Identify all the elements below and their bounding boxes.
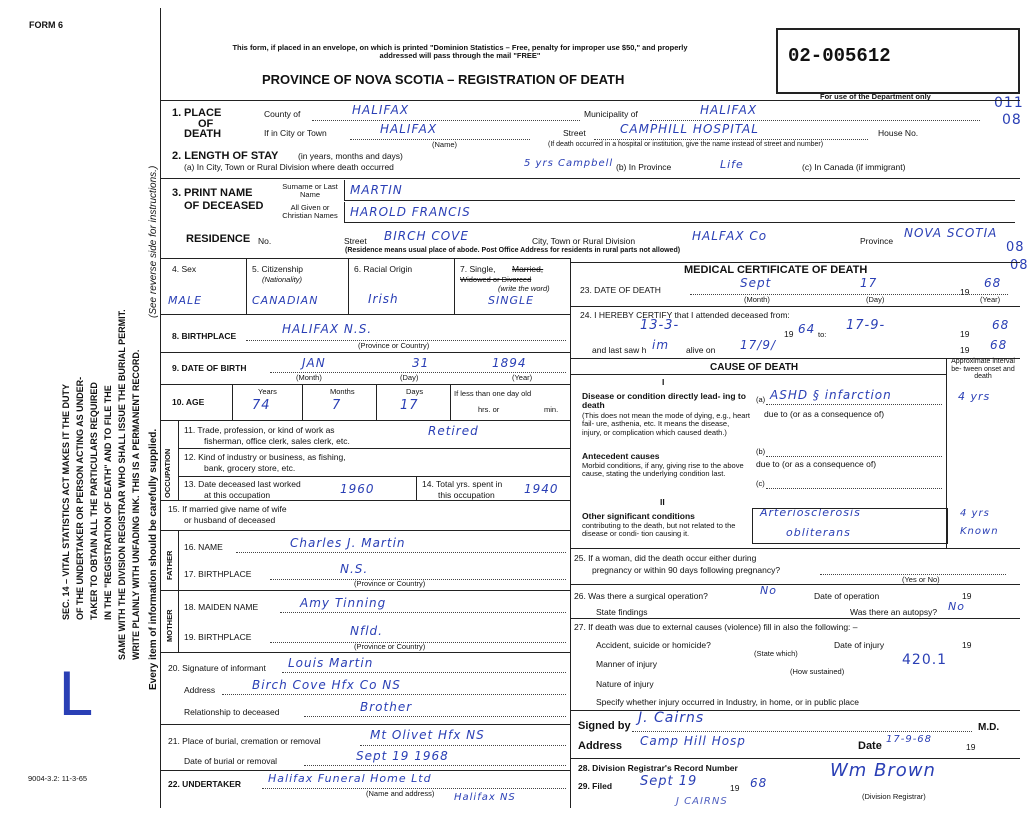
- dob-day-label: (Day): [400, 373, 419, 382]
- alive-value: 17/9/: [740, 338, 776, 352]
- undertaker-value-2: Halifax NS: [454, 792, 516, 803]
- from-yr: 64: [798, 322, 816, 336]
- lastsaw-label: and last saw h: [592, 345, 647, 355]
- rule-left-21: [160, 724, 570, 725]
- other-value-2: obliterans: [786, 526, 851, 539]
- rule-occ-13: [178, 476, 570, 477]
- other-interval: 4 yrs: [960, 508, 990, 519]
- manner-label: Manner of injury: [596, 659, 657, 669]
- occ-l11b: fisherman, office clerk, sales clerk, etc.: [204, 436, 350, 446]
- mother-maiden-value: Amy Tinning: [300, 596, 387, 610]
- address-label: Address: [578, 740, 623, 752]
- rule-left-22: [160, 770, 570, 771]
- md-label: M.D.: [978, 722, 1000, 733]
- other-value: Arteriosclerosis: [760, 506, 861, 519]
- op-date: Date of operation: [814, 591, 880, 601]
- place-label: PLACE: [184, 107, 222, 119]
- house-label: House No.: [878, 128, 919, 138]
- d23-month: Sept: [740, 276, 772, 290]
- accident-label: Accident, suicide or homicide?: [596, 640, 711, 650]
- dob-month: JAN: [302, 356, 326, 370]
- residence-city-value: HALFAX Co: [692, 229, 768, 243]
- hospital-note: (If death occurred in a hospital or institution, give the name instead of street and number): [548, 141, 824, 148]
- stay-a-label: (a) In City, Town or Rural Division where death occurred: [184, 162, 394, 172]
- sex-value: MALE: [168, 294, 203, 307]
- residence-city-label: City, Town or Rural Division: [532, 236, 636, 246]
- rule-left-8: [160, 314, 570, 315]
- yesno: (Yes or No): [902, 575, 940, 584]
- occ-l12: 12. Kind of industry or business, as fishing,: [184, 452, 346, 462]
- single-label: 7. Single,: [460, 264, 496, 274]
- mother-pc: (Province or Country): [354, 642, 426, 651]
- alive-19: 19: [960, 345, 970, 355]
- other-note: contributing to the death, but not related to the disease or condi- tion causing it.: [582, 521, 736, 539]
- occ-l15b: or husband of deceased: [184, 515, 276, 525]
- cit-sub: (Nationality): [262, 275, 303, 284]
- dept-code-3: 08: [1006, 240, 1025, 255]
- filed-value: Sept 19: [640, 774, 698, 789]
- birthplace-value: HALIFAX N.S.: [282, 322, 373, 336]
- occ-l13: 13. Date deceased last worked: [184, 479, 301, 489]
- surname-value: MARTIN: [350, 183, 403, 197]
- mail-notice: This form, if placed in an envelope, on which is printed "Dominion Statistics – Free, penalty for improper use $50," and properly addressed will pass through the mail "FREE": [232, 43, 688, 61]
- name-label: PRINT NAME: [184, 187, 253, 199]
- filed-yr: 68: [750, 776, 768, 790]
- age-months: 7: [332, 398, 342, 413]
- cit-value: CANADIAN: [252, 294, 319, 307]
- father-pc: (Province or Country): [354, 579, 426, 588]
- cause-c-line: [766, 488, 942, 489]
- mother-bp-label: 19. BIRTHPLACE: [184, 632, 252, 642]
- form-code: 9004-3.2: 11-3-65: [28, 774, 88, 783]
- col-divider: [570, 258, 571, 808]
- op-date-19: 19: [962, 591, 972, 601]
- l23: 23. DATE OF DEATH: [580, 285, 661, 295]
- registrar-label: (Division Registrar): [862, 792, 926, 801]
- rule-right-27: [570, 618, 1020, 619]
- informant-rel-label: Relationship to deceased: [184, 707, 280, 717]
- age-days-label: Days: [406, 387, 424, 396]
- age-years-label: Years: [258, 387, 277, 396]
- due-to-1: due to (or as a consequence of): [764, 409, 885, 419]
- sidebar-line-2: OF THE UNDERTAKER OR PERSON ACTING AS UNDER-: [75, 376, 85, 620]
- cit-label: 5. Citizenship: [252, 264, 304, 274]
- roman-1: I: [662, 377, 665, 387]
- v26: No: [760, 584, 777, 597]
- rule-left-18: [160, 590, 570, 591]
- age-years: 74: [252, 398, 271, 413]
- div-race: [454, 258, 455, 314]
- mother-side: MOTHER: [165, 609, 174, 642]
- father-name-value: Charles J. Martin: [290, 536, 406, 550]
- rule-right-28: [570, 758, 1020, 759]
- stay-b-label: (b) In Province: [616, 162, 672, 172]
- ante-label: Antecedent causes: [582, 451, 660, 461]
- undertaker-sub: (Name and address): [366, 789, 435, 798]
- d23-year-label: (Year): [980, 295, 1001, 304]
- birthplace-pc: (Province or Country): [358, 341, 430, 350]
- residence-label: RESIDENCE: [186, 233, 251, 245]
- occ-side-line: [178, 420, 179, 500]
- div-occ-14: [416, 476, 417, 500]
- sidebar-line-5: SAME WITH THE DIVISION REGISTRAR WHO SHALL ISSUE THE BURIAL PERMIT.: [117, 309, 127, 660]
- reg-number: 02-005612: [788, 45, 891, 67]
- married-label: Married,: [512, 264, 544, 274]
- street-line: [594, 139, 868, 140]
- alive-label: alive on: [686, 345, 716, 355]
- age-label: 10. AGE: [172, 397, 205, 407]
- residence-note: (Residence means usual place of abode. Post Office Address for residents in rural parts not allowed): [345, 247, 681, 254]
- residence-no: No.: [258, 236, 272, 246]
- county-label: County of: [264, 109, 301, 119]
- dob-label: 9. DATE OF BIRTH: [172, 363, 247, 373]
- disease-label: Disease or condition directly lead- ing to death: [582, 391, 746, 411]
- county-value: HALIFAX: [352, 103, 410, 117]
- inj-date-19: 19: [962, 640, 972, 650]
- rule-left-20: [160, 652, 570, 653]
- rule-left-4: [160, 258, 570, 259]
- rule-top: [160, 100, 1020, 101]
- div-cit: [348, 258, 349, 314]
- place-label-2: OF: [198, 118, 214, 130]
- rule-left-15: [160, 500, 570, 501]
- l24: 24. I HEREBY CERTIFY that I attended deceased from:: [580, 310, 790, 320]
- single-value: SINGLE: [488, 294, 535, 307]
- burial-date-line: [304, 765, 566, 766]
- l27: 27. If death was due to external causes (violence) fill in also the following: –: [574, 622, 858, 632]
- mother-side-line: [178, 590, 179, 652]
- cause-a: (a): [756, 395, 766, 404]
- name-label-2: OF DECEASED: [184, 200, 264, 212]
- given-label: All Given or Christian Names: [282, 203, 338, 221]
- div-age-4: [450, 384, 451, 420]
- residence-street-value: BIRCH COVE: [384, 229, 469, 243]
- informant-sig-line: [282, 672, 566, 673]
- street-value: CAMPHILL HOSPITAL: [620, 122, 759, 136]
- stay-c-label: (c) In Canada (if immigrant): [802, 162, 906, 172]
- div-age-2: [302, 384, 303, 420]
- municipality-value: HALIFAX: [700, 103, 758, 117]
- to-label: to:: [818, 330, 827, 339]
- place-num: 1.: [172, 107, 182, 119]
- sidebar-line-1: SEC. 14 – VITAL STATISTICS ACT MAKES IT THE DUTY: [61, 383, 71, 620]
- page-title: PROVINCE OF NOVA SCOTIA – REGISTRATION OF DEATH: [262, 72, 625, 87]
- father-name-label: 16. NAME: [184, 542, 223, 552]
- cause-a-value: ASHD § infarction: [770, 388, 892, 402]
- occ-l11: 11. Trade, profession, or kind of work as: [184, 425, 335, 435]
- race-value: Irish: [368, 292, 399, 306]
- sidebar-line-8: (See reverse side for instructions.): [148, 165, 159, 318]
- age-less-label: If less than one day old: [454, 389, 532, 398]
- write-word: (write the word): [498, 284, 550, 293]
- informant-addr-label: Address: [184, 685, 216, 695]
- stay-label: 2. LENGTH OF STAY: [172, 150, 279, 162]
- autopsy-label: Was there an autopsy?: [850, 607, 938, 617]
- occ-v11: Retired: [428, 424, 479, 438]
- informant-sig-label: 20. Signature of informant: [168, 663, 266, 673]
- father-bp-value: N.S.: [340, 562, 369, 576]
- address-value: Camp Hill Hosp: [640, 734, 746, 748]
- autopsy-value: No: [948, 600, 965, 613]
- mother-maiden-line: [280, 612, 566, 613]
- sidebar-line-6: WRITE PLAINLY WITH UNFADING INK. THIS IS A PERMANENT RECORD.: [131, 349, 141, 660]
- approx-interval: Approximate interval be- tween onset and death: [951, 358, 1015, 381]
- rule-occ-12: [178, 448, 570, 449]
- cause-b: (b): [756, 447, 766, 456]
- informant-sig-value: Louis Martin: [288, 656, 374, 670]
- cause-a-line: [766, 404, 942, 405]
- cause-a-interval: 4 yrs: [958, 390, 991, 403]
- father-name-line: [236, 552, 566, 553]
- l26: 26. Was there a surgical operation?: [574, 591, 708, 601]
- sustained: (How sustained): [790, 667, 845, 676]
- l25: 25. If a woman, did the death occur either during: [574, 553, 757, 563]
- rule-cause-head: [570, 374, 946, 375]
- other-box: [752, 508, 948, 544]
- nature-label: Nature of injury: [596, 679, 654, 689]
- inj-date: Date of injury: [834, 640, 885, 650]
- burial-place-label: 21. Place of burial, cremation or removal: [168, 736, 321, 746]
- to-yr: 68: [992, 318, 1010, 332]
- occ-l14: 14. Total yrs. spent in: [422, 479, 503, 489]
- date-19: 19: [966, 742, 976, 752]
- municipality-label: Municipality of: [584, 109, 638, 119]
- municipality-line: [650, 120, 980, 121]
- d23-line: [690, 294, 1008, 295]
- informant-addr-line: [222, 694, 566, 695]
- cause-title: CAUSE OF DEATH: [710, 362, 799, 373]
- city-label: If in City or Town: [264, 128, 327, 138]
- ante-note: Morbid conditions, if any, giving rise to the above cause, stating the underlying condition last.: [582, 461, 744, 479]
- sidebar-line-7: Every item of information should be carefully supplied.: [148, 428, 159, 690]
- dob-year: 1894: [492, 356, 527, 370]
- dept-code-1: 011: [994, 95, 1024, 111]
- dob-month-label: (Month): [296, 373, 322, 382]
- to-19: 19: [960, 329, 970, 339]
- residence-province-label: Province: [860, 236, 894, 246]
- rule-right-25: [570, 548, 1020, 549]
- rule-left-9: [160, 352, 570, 353]
- div-age-1: [232, 384, 233, 420]
- occ-l15: 15. If married give name of wife: [168, 504, 287, 514]
- jcairns-stamp: J CAIRNS: [676, 796, 728, 807]
- code-value: 420.1: [902, 652, 948, 668]
- from-19: 19: [784, 329, 794, 339]
- registrar-value: Wm Brown: [830, 760, 936, 781]
- residence-province-value: NOVA SCOTIA: [904, 226, 998, 240]
- sidebar-line-4: IN THE "REGISTRATION OF DEATH" AND TO FILE THE: [103, 385, 113, 620]
- state-which: (State which): [754, 649, 798, 658]
- race-label: 6. Racial Origin: [354, 264, 413, 274]
- dob-day: 31: [412, 356, 430, 370]
- other-interval-2: Known: [960, 526, 999, 537]
- signed-label: Signed by: [578, 720, 631, 732]
- rule-right-23: [570, 262, 1020, 263]
- d23-day-label: (Day): [866, 295, 885, 304]
- roman-2: II: [660, 497, 665, 507]
- cause-b-line: [766, 456, 942, 457]
- rule-left-16: [160, 530, 570, 531]
- occupation-side: OCCUPATION: [163, 448, 172, 498]
- dept-use-label: For use of the Department only: [820, 92, 931, 101]
- stay-a-value: 5 yrs Campbell: [524, 158, 614, 169]
- d23-month-label: (Month): [744, 295, 770, 304]
- burial-date-label: Date of burial or removal: [184, 756, 278, 766]
- burial-place-value: Mt Olivet Hfx NS: [370, 728, 485, 742]
- industry-label: Specify whether injury occurred in Industry, in home, or in public place: [596, 697, 859, 707]
- burial-place-line: [360, 745, 566, 746]
- cause-c: (c): [756, 479, 765, 488]
- informant-addr-value: Birch Cove Hfx Co NS: [252, 678, 401, 692]
- city-name-label: (Name): [432, 140, 458, 149]
- div-sex: [246, 258, 247, 314]
- occ-v14: 1940: [524, 482, 559, 496]
- age-hrs: hrs. or: [478, 405, 500, 414]
- signed-line: [632, 731, 972, 732]
- given-value: HAROLD FRANCIS: [350, 205, 471, 219]
- l28: 28. Division Registrar's Record Number: [578, 763, 738, 773]
- rule-right-24: [570, 306, 1020, 307]
- rule-left-10: [160, 384, 570, 385]
- date-value: 17-9-68: [886, 734, 933, 745]
- surname-box: [344, 180, 1015, 201]
- date-label: Date: [858, 740, 882, 752]
- age-days: 17: [400, 398, 419, 413]
- form-id: FORM 6: [29, 20, 64, 30]
- medical-title: MEDICAL CERTIFICATE OF DEATH: [684, 264, 868, 276]
- filed-19: 19: [730, 783, 740, 793]
- d23-19: 19: [960, 287, 970, 297]
- occ-l12b: bank, grocery store, etc.: [204, 463, 296, 473]
- age-months-label: Months: [330, 387, 355, 396]
- mother-maiden-label: 18. MAIDEN NAME: [184, 602, 259, 612]
- signed-value: J. Cairns: [638, 710, 705, 726]
- informant-rel-value: Brother: [360, 700, 413, 714]
- d23-day: 17: [860, 276, 878, 290]
- dept-code-2: 08: [1002, 112, 1022, 128]
- d23-year: 68: [984, 276, 1002, 290]
- given-box: [344, 202, 1015, 223]
- l25b: pregnancy or within 90 days following pregnancy?: [592, 565, 781, 575]
- father-side-line: [178, 530, 179, 590]
- dob-year-label: (Year): [512, 373, 533, 382]
- due-to-2: due to (or as a consequence of): [756, 459, 877, 469]
- rule-name-top: [160, 178, 1020, 179]
- father-side: FATHER: [165, 550, 174, 580]
- div-age-3: [376, 384, 377, 420]
- widowed-label: Widowed or Divorced: [460, 275, 532, 284]
- to-value: 17-9-: [846, 318, 886, 333]
- dept-code-4: 08: [1010, 258, 1029, 273]
- place-label-3: DEATH: [184, 128, 222, 140]
- rule-right-26: [570, 584, 1020, 585]
- other-label: Other significant conditions: [582, 511, 695, 521]
- county-line: [312, 120, 580, 121]
- form-left-border: [160, 8, 161, 808]
- l29: 29. Filed: [578, 781, 613, 791]
- city-value: HALIFAX: [380, 122, 438, 136]
- street-label: Street: [563, 128, 586, 138]
- stay-b-value: Life: [720, 158, 744, 171]
- from-value: 13-3-: [640, 318, 680, 333]
- mother-bp-value: Nfld.: [350, 624, 383, 638]
- alive-yr: 68: [990, 338, 1008, 352]
- left-initial-mark: L: [58, 660, 93, 730]
- occ-l14b: this occupation: [438, 490, 495, 500]
- undertaker-value: Halifax Funeral Home Ltd: [268, 772, 432, 785]
- father-bp-label: 17. BIRTHPLACE: [184, 569, 252, 579]
- occ-v13: 1960: [340, 482, 375, 496]
- name-num: 3.: [172, 187, 182, 199]
- surname-label: Surname or Last Name: [282, 182, 338, 200]
- disease-note: (This does not mean the mode of dying, e.g., heart fail- ure, asthenia, etc. It means the disease, injury, or complication which caused death.): [582, 411, 751, 437]
- birthplace-label: 8. BIRTHPLACE: [172, 331, 237, 341]
- residence-street-label: Street: [344, 236, 367, 246]
- rule-left-11: [160, 420, 570, 421]
- sex-label: 4. Sex: [172, 264, 197, 274]
- informant-rel-line: [304, 716, 566, 717]
- age-min: min.: [544, 405, 559, 414]
- undertaker-label: 22. UNDERTAKER: [168, 779, 242, 789]
- burial-date-value: Sept 19 1968: [356, 749, 449, 763]
- stay-units: (in years, months and days): [298, 151, 403, 161]
- sidebar-line-3: TAKER TO OBTAIN ALL THE PARTICULARS REQUIRED: [89, 382, 99, 620]
- lastsaw-value: im: [652, 338, 670, 352]
- state-findings: State findings: [596, 607, 648, 617]
- occ-l13b: at this occupation: [204, 490, 271, 500]
